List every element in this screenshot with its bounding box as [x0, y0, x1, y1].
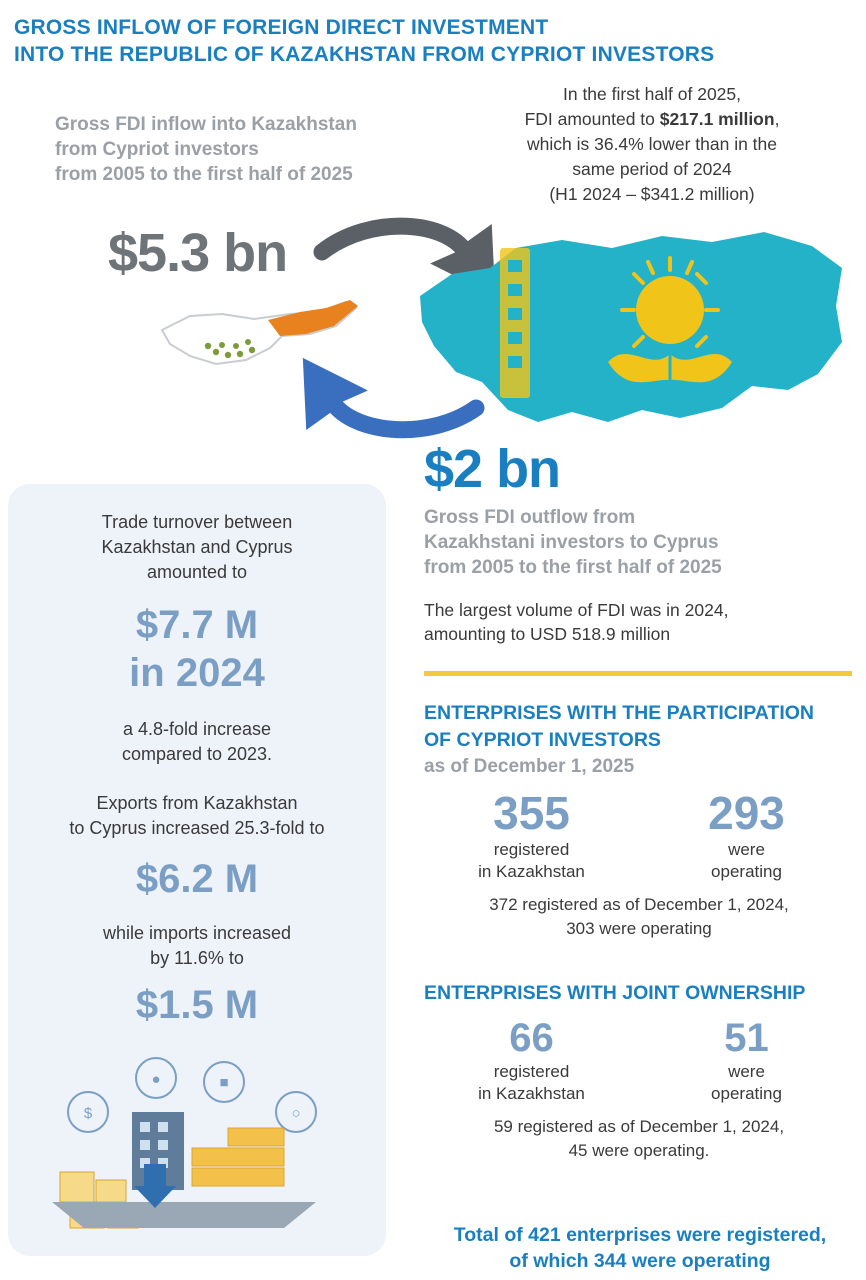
enterprises-section — [424, 700, 854, 941]
outflow-note-line-1: The largest volume of FDI was in 2024, — [424, 600, 729, 620]
inflow-heading-line-2: from Cypriot investors — [55, 139, 259, 160]
svg-text:$: $ — [83, 1105, 93, 1122]
note-line-2 — [452, 107, 852, 132]
note-line-4: same period of 2024 — [572, 159, 732, 179]
note-line-3: which is 36.4% lower than in the — [527, 134, 777, 154]
svg-text:○: ○ — [291, 1105, 301, 1122]
svg-text:●: ● — [151, 1071, 161, 1088]
inflow-value: $5.3 bn — [108, 223, 288, 283]
joint-operating-label-1: were — [728, 1062, 765, 1081]
joint-heading: ENTERPRISES WITH JOINT OWNERSHIP — [424, 982, 806, 1004]
trade-year: in 2024 — [129, 651, 265, 695]
title-line-2: INTO THE REPUBLIC OF KAZAKHSTAN FROM CYPRIOT INVESTORS — [14, 43, 715, 66]
trade-growth-line-1: a 4.8-fold increase — [122, 719, 272, 739]
enterprises-operating — [639, 787, 854, 883]
section-divider — [424, 671, 852, 676]
note-line-2-pre: FDI amounted to — [524, 109, 660, 129]
inflow-heading-line-1: Gross FDI inflow into Kazakhstan — [55, 114, 357, 135]
total-line-1: Total of 421 enterprises were registered, — [453, 1224, 827, 1246]
total-line-2: of which 344 were operating — [509, 1250, 771, 1272]
enterprises-previous-line-2: 303 were operating — [566, 919, 712, 938]
joint-registered-label-1: registered — [493, 1062, 570, 1081]
enterprises-registered-value: 355 — [493, 787, 570, 839]
trade-imports-line-2: by 11.6% to — [150, 948, 244, 968]
trade-amount: $7.7 M — [135, 603, 259, 647]
joint-ownership-section — [424, 980, 854, 1163]
enterprises-registered-label-2: in Kazakhstan — [478, 862, 585, 881]
h1-2025-note — [452, 82, 852, 207]
joint-registered — [424, 1015, 639, 1105]
outflow-heading — [424, 505, 824, 580]
trade-intro-line-2: Kazakhstan and Cyprus — [101, 537, 293, 557]
outflow-heading-line-1: Gross FDI outflow from — [424, 507, 636, 528]
kazakhstan-map-icon — [412, 222, 852, 452]
enterprises-subheading: as of December 1, 2025 — [424, 756, 635, 777]
outflow-heading-line-2: Kazakhstani investors to Cyprus — [424, 532, 719, 553]
note-line-1: In the first half of 2025, — [562, 84, 742, 104]
outflow-note — [424, 598, 844, 646]
enterprises-heading-line-2: OF CYPRIOT INVESTORS — [424, 729, 661, 751]
joint-previous-line-2: 45 were operating. — [568, 1141, 710, 1160]
page-title — [14, 14, 852, 68]
trade-exports-line-1: Exports from Kazakhstan — [96, 793, 298, 813]
enterprises-operating-value: 293 — [708, 787, 785, 839]
trade-intro-line-1: Trade turnover between — [101, 512, 293, 532]
trade-imports-value: $1.5 M — [135, 983, 259, 1027]
note-line-2-post: , — [774, 109, 780, 129]
joint-operating-value: 51 — [724, 1016, 769, 1060]
enterprises-previous — [424, 893, 854, 941]
enterprises-previous-line-1: 372 registered as of December 1, 2024, — [489, 895, 789, 914]
enterprises-registered-label-1: registered — [493, 840, 570, 859]
joint-registered-value: 66 — [509, 1016, 554, 1060]
trade-intro-line-3: amounted to — [146, 562, 248, 582]
joint-previous — [424, 1115, 854, 1163]
title-line-1: GROSS INFLOW OF FOREIGN DIRECT INVESTMENT — [14, 16, 549, 39]
joint-operating — [639, 1015, 854, 1105]
total-enterprises — [424, 1222, 856, 1274]
trade-exports-value: $6.2 M — [135, 857, 259, 901]
outflow-note-line-2: amounting to USD 518.9 million — [424, 624, 671, 644]
note-line-5: (H1 2024 – $341.2 million) — [549, 184, 755, 204]
outflow-heading-line-3: from 2005 to the first half of 2025 — [424, 557, 722, 578]
trade-growth-line-2: compared to 2023. — [121, 744, 273, 764]
svg-text:■: ■ — [219, 1074, 229, 1091]
joint-stats — [424, 1015, 854, 1105]
inflow-heading — [55, 112, 425, 187]
joint-operating-label-2: operating — [711, 1084, 782, 1103]
enterprises-operating-label-1: were — [728, 840, 765, 859]
trade-exports-line-2: to Cyprus increased 25.3-fold to — [69, 818, 325, 838]
note-amount: $217.1 million — [659, 109, 775, 129]
enterprises-heading-line-1: ENTERPRISES WITH THE PARTICIPATION — [424, 702, 815, 724]
enterprises-operating-label-2: operating — [711, 862, 782, 881]
trade-imports-line-1: while imports increased — [102, 923, 292, 943]
joint-registered-label-2: in Kazakhstan — [478, 1084, 585, 1103]
outflow-value: $2 bn — [424, 439, 561, 499]
logistics-illustration-icon — [48, 1052, 348, 1232]
enterprises-stats — [424, 787, 854, 883]
joint-previous-line-1: 59 registered as of December 1, 2024, — [493, 1117, 785, 1136]
enterprises-registered — [424, 787, 639, 883]
inflow-heading-line-3: from 2005 to the first half of 2025 — [55, 164, 353, 185]
